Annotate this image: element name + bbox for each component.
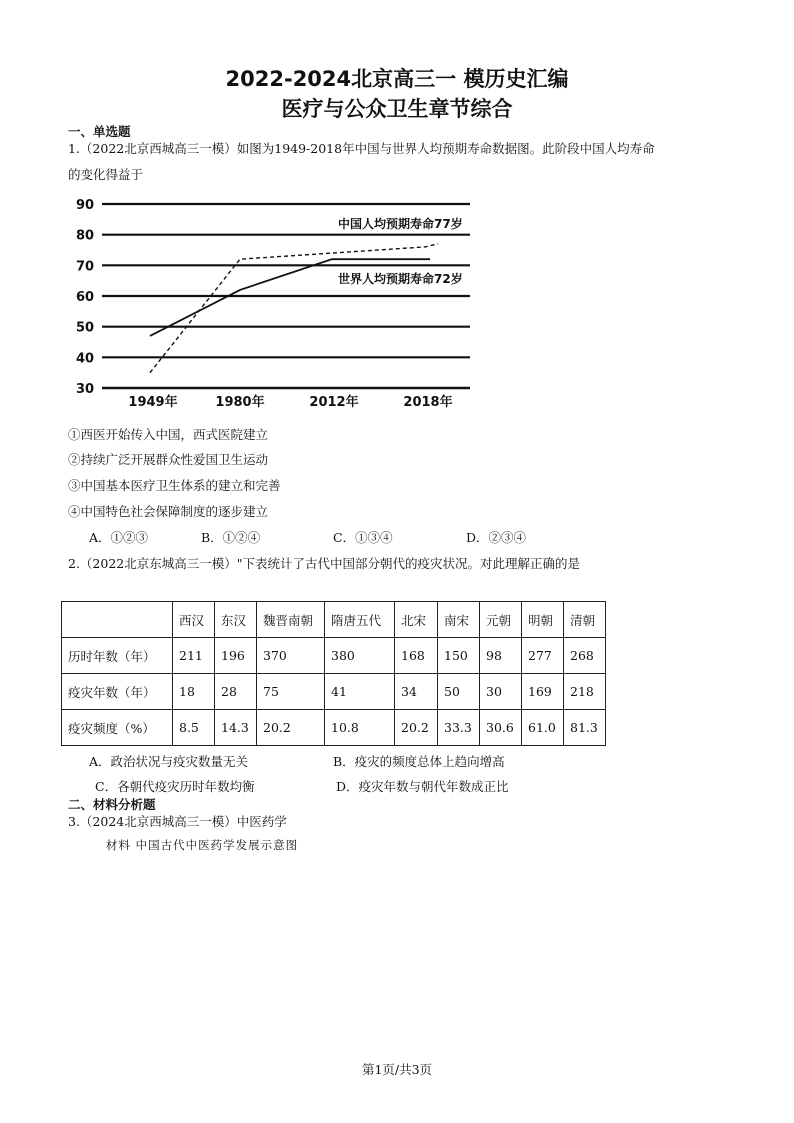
table-cell: 169 xyxy=(522,674,564,710)
y-tick-label: 60 xyxy=(76,290,95,305)
table-cell: 218 xyxy=(564,674,606,710)
table-cell: 28 xyxy=(215,674,257,710)
x-tick-label: 1980年 xyxy=(215,395,265,410)
table-cell: 196 xyxy=(215,638,257,674)
table-cell: 14.3 xyxy=(215,710,257,746)
question-1-stem-line2: 的变化得益于 xyxy=(68,167,144,182)
q1-choice-b[interactable]: B．①②④ xyxy=(201,530,261,545)
table-cell: 41 xyxy=(325,674,395,710)
q2-choice-c[interactable]: C．各朝代疫灾历时年数均衡 xyxy=(95,779,255,794)
q1-item-2: ②持续广泛开展群众性爱国卫生运动 xyxy=(68,452,269,467)
question-2-stem: 2.（2022北京东城高三一模）"下表统计了古代中国部分朝代的疫灾状况。对此理解正确的是 xyxy=(68,556,580,571)
table-row xyxy=(62,710,606,746)
table-cell: 33.3 xyxy=(438,710,480,746)
question-1-stem-line1: 1.（2022北京西城高三一模）如图为1949-2018年中国与世界人均预期寿命数据图。此阶段中国人均寿命 xyxy=(68,141,655,156)
section-heading-single-choice: 一、单选题 xyxy=(68,124,131,139)
table-cell: 370 xyxy=(257,638,325,674)
table-cell: 30 xyxy=(480,674,522,710)
section-heading-material-analysis: 二、材料分析题 xyxy=(68,797,156,812)
table-cell: 8.5 xyxy=(173,710,215,746)
y-tick-label: 50 xyxy=(76,320,95,336)
table-cell: 10.8 xyxy=(325,710,395,746)
table-cell: 211 xyxy=(173,638,215,674)
y-tick-label: 80 xyxy=(76,228,95,244)
y-tick-label: 30 xyxy=(76,382,95,397)
q2-choice-b[interactable]: B．疫灾的频度总体上趋向增高 xyxy=(333,754,505,769)
chart-gridlines xyxy=(102,204,470,388)
table-header-cell: 西汉 xyxy=(173,602,215,638)
x-tick-label: 2018年 xyxy=(403,395,453,410)
table-header-cell: 东汉 xyxy=(215,602,257,638)
q1-choice-d[interactable]: D．②③④ xyxy=(466,530,527,545)
table-cell: 18 xyxy=(173,674,215,710)
table-row xyxy=(62,674,606,710)
page-footer: 第1页/共3页 xyxy=(361,1062,433,1077)
q2-choice-a[interactable]: A．政治状况与疫灾数量无关 xyxy=(89,754,249,769)
q1-choice-a[interactable]: A．①②③ xyxy=(89,530,149,545)
table-cell: 380 xyxy=(325,638,395,674)
table-header-cell: 清朝 xyxy=(564,602,606,638)
table-header-cell: 北宋 xyxy=(395,602,438,638)
y-tick-label: 90 xyxy=(76,198,95,213)
table-cell: 268 xyxy=(564,638,606,674)
chart-series xyxy=(150,244,438,373)
table-cell: 277 xyxy=(522,638,564,674)
table-cell: 168 xyxy=(395,638,438,674)
y-tick-label: 40 xyxy=(76,351,95,367)
series-line xyxy=(150,259,430,336)
table-cell: 20.2 xyxy=(257,710,325,746)
table-cell: 34 xyxy=(395,674,438,710)
table-row xyxy=(62,638,606,674)
series-line xyxy=(150,244,438,373)
table-row-label: 历时年数（年） xyxy=(62,638,173,674)
series-label: 世界人均预期寿命72岁 xyxy=(338,272,463,286)
table-header-cell: 隋唐五代 xyxy=(325,602,395,638)
table-row-label: 疫灾年数（年） xyxy=(62,674,173,710)
q2-choice-d[interactable]: D．疫灾年数与朝代年数成正比 xyxy=(336,779,509,794)
table-cell: 81.3 xyxy=(564,710,606,746)
table-cell: 75 xyxy=(257,674,325,710)
table-cell: 30.6 xyxy=(480,710,522,746)
x-tick-label: 2012年 xyxy=(309,395,359,410)
chart-x-ticks xyxy=(128,394,452,410)
question-3-material-caption: 材料 中国古代中医药学发展示意图 xyxy=(106,838,299,852)
table-cell: 20.2 xyxy=(395,710,438,746)
q1-item-3: ③中国基本医疗卫生体系的建立和完善 xyxy=(68,478,281,493)
chart-y-ticks xyxy=(76,198,94,397)
life-expectancy-chart xyxy=(60,188,480,416)
table-header-cell: 魏晋南朝 xyxy=(257,602,325,638)
table-cell: 150 xyxy=(438,638,480,674)
table-cell: 98 xyxy=(480,638,522,674)
x-tick-label: 1949年 xyxy=(128,395,178,410)
table-header-cell: 南宋 xyxy=(438,602,480,638)
y-tick-label: 70 xyxy=(76,259,95,275)
table-header-cell: 元朝 xyxy=(480,602,522,638)
table-row-label: 疫灾频度（%） xyxy=(62,710,173,746)
question-3-stem: 3.（2024北京西城高三一模）中医药学 xyxy=(68,814,287,829)
q1-choice-c[interactable]: C．①③④ xyxy=(333,530,393,545)
table-header-cell: 明朝 xyxy=(522,602,564,638)
doc-title-line1: 2022-2024北京高三一 模历史汇编 xyxy=(225,67,569,91)
table-header-cell xyxy=(62,602,173,638)
epidemic-table xyxy=(61,601,606,746)
q1-item-1: ①西医开始传入中国，西式医院建立 xyxy=(68,427,269,442)
doc-title-line2: 医疗与公众卫生章节综合 xyxy=(281,97,513,121)
series-label: 中国人均预期寿命77岁 xyxy=(338,217,463,231)
table-cell: 50 xyxy=(438,674,480,710)
table-header-row xyxy=(62,602,606,638)
q1-item-4: ④中国特色社会保障制度的逐步建立 xyxy=(68,504,269,519)
table-cell: 61.0 xyxy=(522,710,564,746)
